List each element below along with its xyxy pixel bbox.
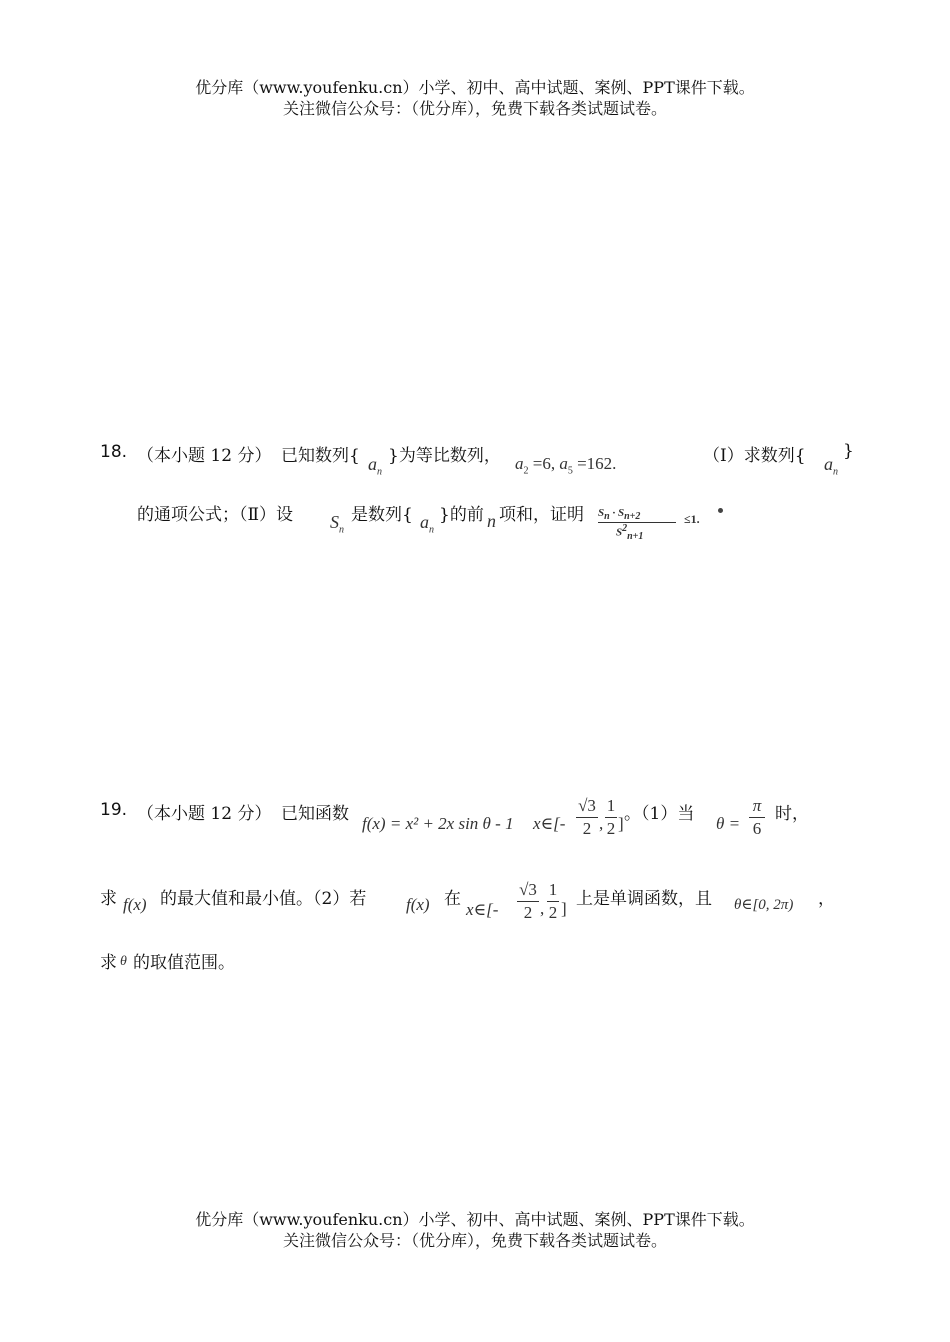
math-a: $a_n$ <box>368 454 382 478</box>
question-number: 18. <box>100 442 128 462</box>
math-a: $a_n$ <box>420 512 434 536</box>
header-line-2: 关注微信公众号：（优分库），免费下载各类试题试卷。 <box>282 99 667 118</box>
math-domain: x∈[- <box>533 814 566 833</box>
math-theta: θ <box>120 954 127 969</box>
question-text: } <box>843 441 854 461</box>
bracket: ] <box>618 814 624 833</box>
comma: , <box>540 899 545 918</box>
footer-line-2: 关注微信公众号：（优分库），免费下载各类试题试卷。 <box>282 1231 667 1250</box>
math-a: $a_n$ <box>824 454 838 478</box>
fraction-1-over-2: 1 2 <box>606 796 616 838</box>
comma: , <box>599 814 604 833</box>
question-text: 求 <box>100 889 117 909</box>
fraction-sqrt3-over-2: √3 2 <box>576 796 598 839</box>
question-text: 的最大值和最小值。（2）若 <box>160 889 367 909</box>
header-line-1: 优分库（www.youfenku.cn）小学、初中、高中试题、案例、PPT课件下载。 <box>195 78 755 97</box>
math-condition: $a_2 =6$, $a_5 =162$. <box>515 454 617 477</box>
question-text: 项和，证明 <box>499 505 584 525</box>
question-text: 。（1）当 <box>624 804 695 824</box>
page-footer <box>0 1209 950 1251</box>
question-text: 的取值范围。 <box>133 953 235 973</box>
page-header <box>0 77 950 119</box>
math-theta-range: θ∈[0, 2π) <box>734 897 794 913</box>
question-number: 19. <box>100 800 128 820</box>
question-points: （本小题 12 分） <box>137 804 272 824</box>
math-n: n <box>487 511 496 531</box>
question-text: }的前 <box>439 505 484 525</box>
question-text: （Ⅰ）求数列{ <box>703 446 806 466</box>
fraction-pi-over-6: π 6 <box>749 796 765 839</box>
fraction-sqrt3-over-2: √3 2 <box>517 880 539 923</box>
math-function: f(x) = x² + 2x sin θ - 1 <box>362 814 514 833</box>
fraction-1-over-2: 1 2 <box>548 880 558 922</box>
question-text: 求 <box>100 953 117 973</box>
question-text: 在 <box>444 889 461 909</box>
math-domain: x∈[- <box>466 900 499 919</box>
footer-line-1: 优分库（www.youfenku.cn）小学、初中、高中试题、案例、PPT课件下载。 <box>195 1210 755 1229</box>
question-text: 上是单调函数，且 <box>576 889 712 909</box>
question-text: 已知数列{ <box>281 446 360 466</box>
question-points: （本小题 12 分） <box>137 446 272 466</box>
question-text: }为等比数列， <box>388 446 501 466</box>
question-text: 时， <box>775 804 809 824</box>
math-fx: f(x) <box>123 895 147 914</box>
math-S: $S_n$ <box>330 512 344 536</box>
inequality-formula: $S_n \cdot S_{n+2}$ $S^2_{n+1}$ ≤1. <box>598 507 728 537</box>
question-text: 的通项公式；（Ⅱ）设 <box>137 505 294 525</box>
question-text: ， <box>818 889 835 909</box>
math-fx: f(x) <box>406 895 430 914</box>
question-text: 是数列{ <box>351 505 413 525</box>
bracket: ] <box>561 899 567 918</box>
question-text: 已知函数 <box>281 804 349 824</box>
math-theta-eq: θ = <box>716 814 741 833</box>
